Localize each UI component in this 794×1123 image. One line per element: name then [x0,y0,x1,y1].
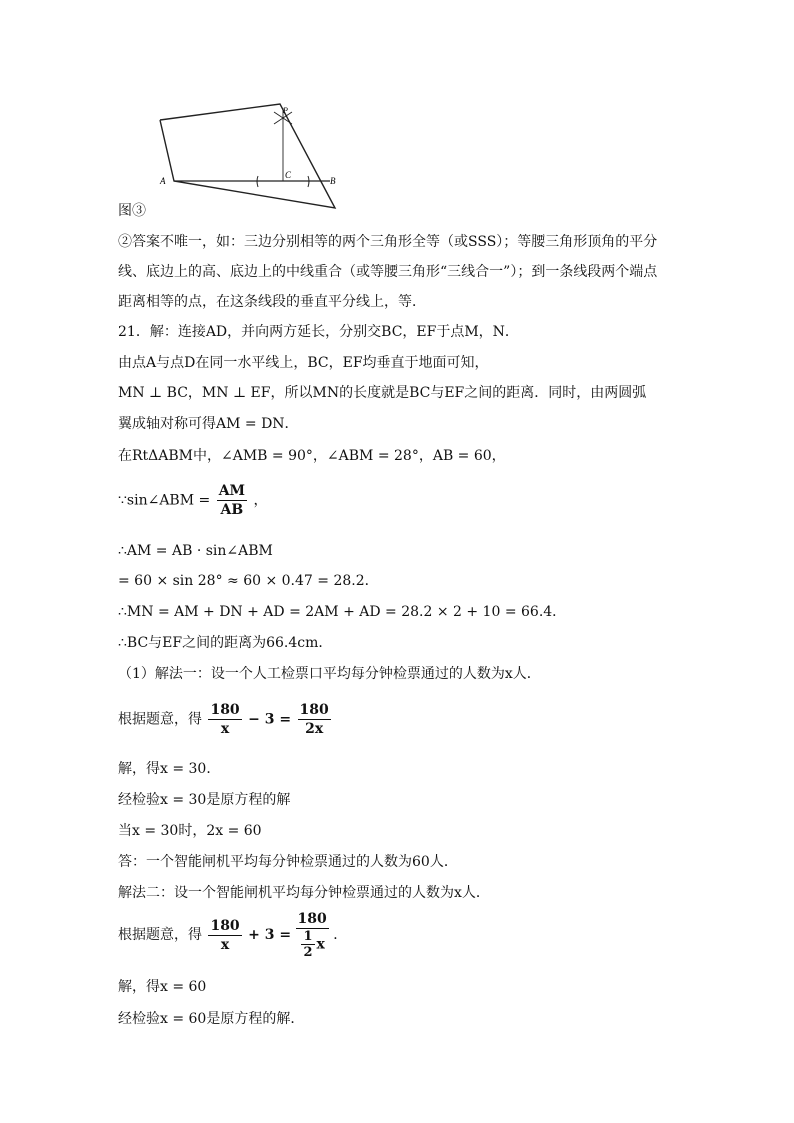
equation-1-left-denominator: x [220,721,230,737]
equation-2-fraction-right [296,910,329,960]
text-line-12: ∴MN = AM + DN + AD = 2AM + AD = 28.2 × 2 + 10 = 66.4． [118,604,567,620]
equation-2-fraction-left [208,917,241,954]
text-line-2: 线、底边上的高、底边上的中线重合（或等腰三角形“三线合一”）；到一条线段两个端点 [118,264,658,280]
text-line-6: MN ⊥ BC，MN ⊥ EF，所以MN的长度就是BC与EF之间的距离．同时，由两圆弧 [118,385,647,401]
half-numerator: 1 [303,929,313,944]
text-line-1: ②答案不唯一，如：三边分别相等的两个三角形全等（或SSS）；等腰三角形顶角的平分 [118,234,658,250]
figure-caption: 图③ [118,203,146,219]
text-line-4: 21．解：连接AD，并向两方延长，分别交BC，EF于点M，N． [118,324,519,340]
text-line-11: = 60 × sin 28° ≈ 60 × 0.47 = 28.2． [118,573,379,589]
text-line-16: 解，得x = 30． [118,761,221,777]
label-P: P [283,106,288,115]
equation-method-2 [118,910,347,960]
sine-equation [118,482,268,519]
geometry-figure [150,100,350,215]
equation-1-right-denominator: 2x [305,721,324,737]
equation-2-punct: ． [333,927,348,943]
text-line-19: 答：一个智能闸机平均每分钟检票通过的人数为60人． [118,854,458,870]
equation-1-fraction-right [298,701,331,738]
half-denominator: 2 [303,945,313,960]
label-B: B [330,176,336,186]
text-line-23: 经检验x = 60是原方程的解． [118,1011,305,1027]
text-line-5: 由点A与点D在同一水平线上，BC，EF均垂直于地面可知， [118,355,489,371]
text-line-20: 解法二：设一个智能闸机平均每分钟检票通过的人数为x人． [118,885,490,901]
text-line-22: 解，得x = 60 [118,979,207,995]
equation-1-right-numerator: 180 [299,702,329,718]
equation-2-right-numerator: 180 [297,911,327,927]
equation-1-left-numerator: 180 [210,702,240,718]
sine-punct: ， [253,492,268,509]
equation-method-1 [118,701,333,738]
text-line-3: 距离相等的点，在这条线段的垂直平分线上，等． [118,294,426,310]
text-line-18: 当x = 30时，2x = 60 [118,823,262,839]
label-C: C [285,170,292,180]
text-line-17: 经检验x = 30是原方程的解 [118,792,291,808]
equation-1-prefix: 根据题意，得 [118,711,202,728]
text-line-7: 翼成轴对称可得AM = DN． [118,416,299,432]
equation-2-left-numerator: 180 [210,917,240,934]
equation-1-fraction-left [208,701,241,738]
half-x: x [316,936,325,953]
equation-2-right-denominator [296,929,329,960]
half-fraction [301,929,314,960]
equation-1-middle: − 3 = [248,711,292,728]
sine-fraction-numerator: AM [218,483,246,499]
sine-fraction [217,482,247,519]
text-line-14: （1）解法一：设一个人工检票口平均每分钟检票通过的人数为x人． [118,666,541,682]
label-A: A [160,176,166,186]
text-line-8: 在RtΔABM中，∠AMB = 90°，∠ABM = 28°，AB = 60， [118,448,506,464]
sine-fraction-denominator: AB [220,502,244,518]
sine-lhs: ∵sin∠ABM = [118,492,211,509]
equation-2-left-denominator: x [220,936,230,953]
equation-2-prefix: 根据题意，得 [118,927,202,943]
text-line-13: ∴BC与EF之间的距离为66.4cm． [118,635,333,651]
equation-2-middle: + 3 = [248,927,292,943]
text-line-10: ∴AM = AB · sin∠ABM [118,543,273,559]
